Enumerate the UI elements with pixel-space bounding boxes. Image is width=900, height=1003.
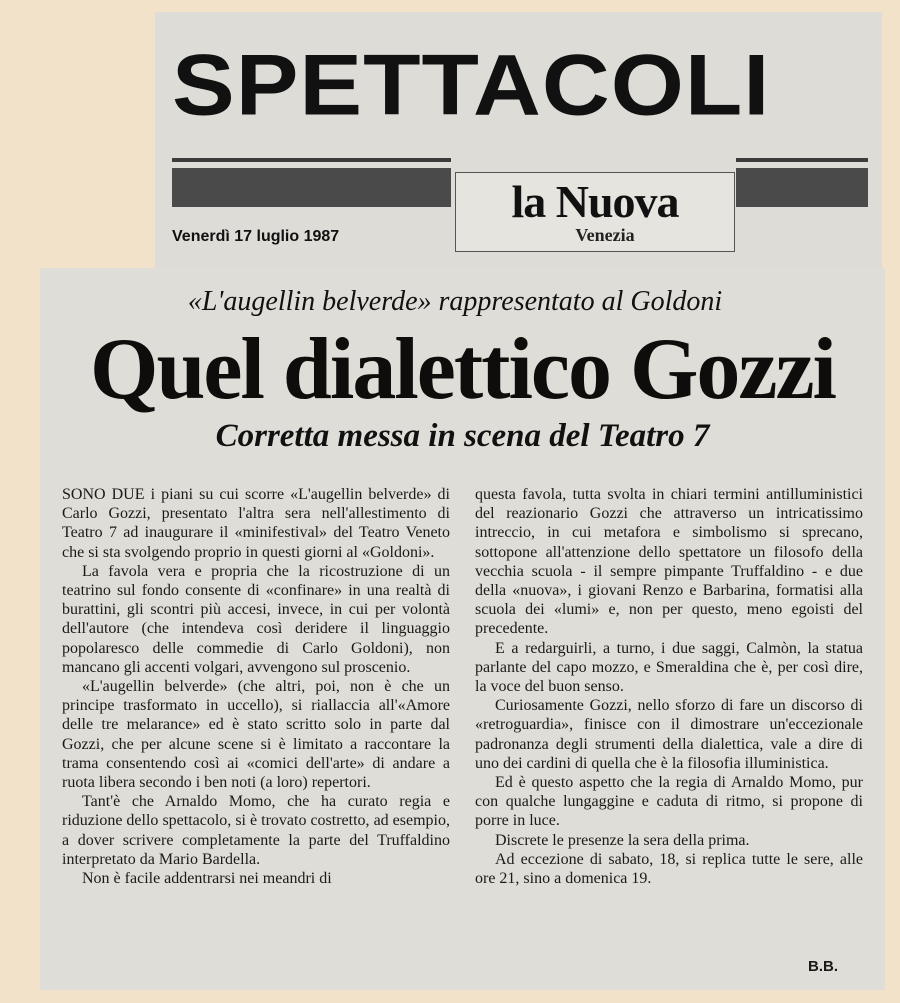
paragraph: Discrete le presenze la sera della prima. — [495, 831, 750, 849]
paragraph: SONO DUE i piani su cui scorre «L'augellin belverde» di Carlo Gozzi, presentato l'altra sera nell'allestimento di Teatro 7 ad inaugurare il «minifestival» del Teatro Veneto che si sta svolgendo proprio in questi giorni al «Goldoni». — [62, 486, 450, 561]
section-title: SPETTACOLI — [172, 36, 771, 134]
paragraph: La favola vera e propria che la ricostruzione di un teatrino sul fondo consente di «confinare» in una realtà di burattini, gli scontri più accesi, invece, in cui per volontà dell'autore (che intendeva così deridere il linguaggio popolaresco delle commedie di Carlo Goldoni), non mancano gli accenti volgari, avvengono sul proscenio. — [62, 562, 450, 676]
paragraph: Tant'è che Arnaldo Momo, che ha curato regia e riduzione dello spettacolo, si è trovato costretto, ad esempio, a dover scrivere completamente la parte del Truffaldino interpretato da Mario Bardella. — [62, 793, 450, 868]
rule-right-thick — [736, 168, 868, 207]
article-subhead: Corretta messa in scena del Teatro 7 — [215, 418, 710, 454]
article-kicker: «L'augellin belverde» rappresentato al Goldoni — [187, 286, 723, 317]
paragraph: questa favola, tutta svolta in chiari termini antilluministici del reazionario Gozzi che attraverso un intricatissimo intreccio, in cui metafora e simbolismo si sprecano, sottopone all'attenzione dello spettatore un filosofo della vecchia scuola - il sempre pimpante Truffaldino - e due della «nuova», i giovani Renzo e Barbarina, formatisi alla scuola dei «lumi» e, non per questo, meno egoisti del precedente. — [475, 486, 863, 638]
paragraph: Ad eccezione di sabato, 18, si replica tutte le sere, alle ore 21, sino a domenica 19. — [475, 850, 863, 888]
article-column-left — [62, 485, 450, 888]
byline: B.B. — [808, 958, 838, 975]
paragraph: Non è facile addentrarsi nei meandri di — [82, 870, 332, 888]
rule-right-thin — [736, 158, 868, 162]
paragraph: «L'augellin belverde» (che altri, poi, non è che un principe trasformato in uccello), si riallaccia all'«Amore delle tre melarance» ed è stato scritto solo in parte dal Gozzi, che per alcune scene si è limitato a raccontare la trama consentendo così ai «comici dell'arte» di andare a ruota libera secondo i ben noti (a loro) repertori. — [62, 678, 450, 792]
paragraph: Curiosamente Gozzi, nello sforzo di fare un discorso di «retroguardia», finisce con il dimostrare un'eccezionale padronanza degli strumenti della dialettica, vale a dire di uno dei cardini di quella che è la filosofia illuministica. — [475, 697, 863, 772]
article-column-right — [475, 485, 863, 888]
newspaper-masthead — [455, 172, 735, 252]
newspaper-city: Venezia — [575, 225, 635, 245]
issue-date: Venerdì 17 luglio 1987 — [172, 228, 340, 245]
article-headline: Quel dialettico Gozzi — [90, 321, 835, 418]
paragraph: E a redarguirli, a turno, i due saggi, Calmòn, la statua parlante del capo mozzo, e Smeraldina che è, per così dire, la voce del buon senso. — [475, 639, 863, 696]
rule-left-thick — [172, 168, 451, 207]
newspaper-name: la Nuova — [511, 176, 679, 227]
rule-left-thin — [172, 158, 451, 162]
paragraph: Ed è questo aspetto che la regia di Arnaldo Momo, pur con qualche lungaggine e caduta di ritmo, si propone di porre in luce. — [475, 774, 863, 830]
